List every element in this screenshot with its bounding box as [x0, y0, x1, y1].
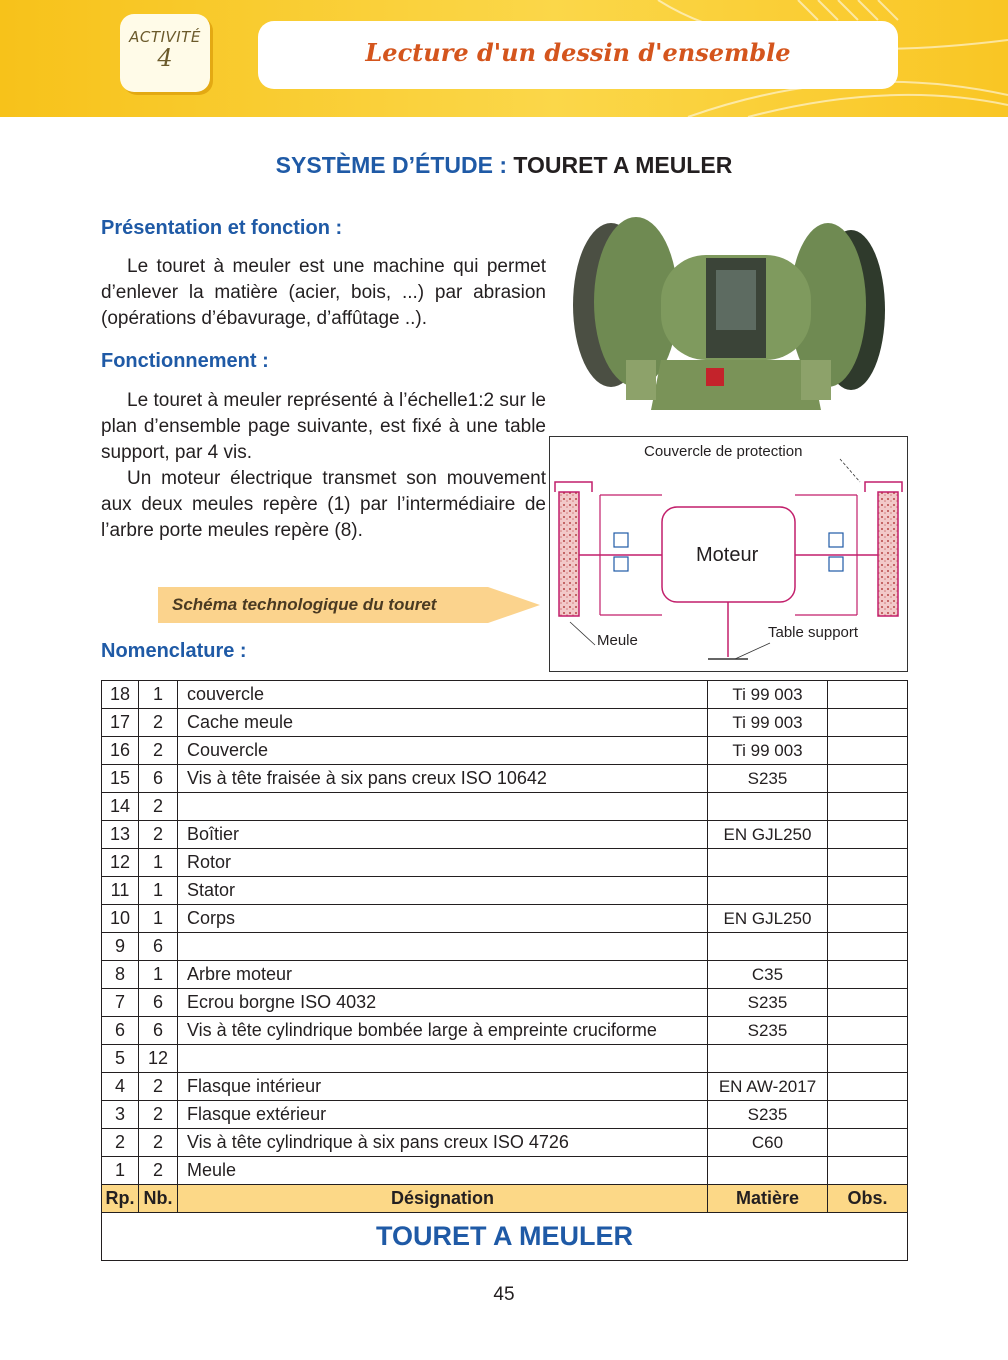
cell-rp: 5: [102, 1045, 139, 1073]
cell-matiere: Ti 99 003: [708, 709, 828, 737]
cell-matiere: EN GJL250: [708, 905, 828, 933]
cell-nb: 2: [139, 1073, 178, 1101]
table-row: [102, 849, 908, 877]
cell-designation: Vis à tête cylindrique bombée large à empreinte cruciforme: [178, 1017, 708, 1045]
cell-matiere: [708, 877, 828, 905]
cell-matiere: S235: [708, 1017, 828, 1045]
cell-rp: 15: [102, 765, 139, 793]
cell-obs: [828, 905, 908, 933]
cell-designation: [178, 1045, 708, 1073]
table-row: [102, 905, 908, 933]
cell-designation: Vis à tête fraisée à six pans creux ISO 10642: [178, 765, 708, 793]
table-row: [102, 989, 908, 1017]
cell-obs: [828, 849, 908, 877]
cell-matiere: EN GJL250: [708, 821, 828, 849]
cell-nb: 6: [139, 989, 178, 1017]
cell-nb: 1: [139, 905, 178, 933]
cell-rp: 8: [102, 961, 139, 989]
table-row: [102, 1045, 908, 1073]
cell-designation: Vis à tête cylindrique à six pans creux ISO 4726: [178, 1129, 708, 1157]
nomenclature-table: [101, 680, 908, 1261]
table-row: [102, 1157, 908, 1185]
column-header-matiere: Matière: [708, 1185, 828, 1213]
cell-designation: [178, 793, 708, 821]
cell-rp: 18: [102, 681, 139, 709]
cell-obs: [828, 681, 908, 709]
cell-obs: [828, 933, 908, 961]
cell-matiere: [708, 1045, 828, 1073]
system-name: TOURET A MEULER: [513, 152, 733, 178]
cell-nb: 1: [139, 877, 178, 905]
cell-nb: 1: [139, 849, 178, 877]
column-header-nb: Nb.: [139, 1185, 178, 1213]
cell-obs: [828, 1101, 908, 1129]
table-row: [102, 793, 908, 821]
cell-obs: [828, 1045, 908, 1073]
cell-matiere: C60: [708, 1129, 828, 1157]
cell-obs: [828, 793, 908, 821]
cell-designation: couvercle: [178, 681, 708, 709]
table-row: [102, 737, 908, 765]
schema-label-meule: Meule: [597, 632, 638, 649]
cell-nb: 6: [139, 933, 178, 961]
table-row: [102, 1017, 908, 1045]
cell-rp: 7: [102, 989, 139, 1017]
cell-designation: Flasque intérieur: [178, 1073, 708, 1101]
cell-matiere: [708, 933, 828, 961]
cell-rp: 9: [102, 933, 139, 961]
fonctionnement-paragraph-2: Un moteur électrique transmet son mouvement aux deux meules repère (1) par l’intermédiaire de l’arbre porte meules repère (8).: [101, 468, 546, 541]
fonctionnement-text-block: [101, 388, 546, 544]
schema-label-moteur: Moteur: [696, 544, 759, 566]
table-row: [102, 933, 908, 961]
cell-obs: [828, 709, 908, 737]
table-row: [102, 681, 908, 709]
cell-matiere: EN AW-2017: [708, 1073, 828, 1101]
cell-matiere: S235: [708, 989, 828, 1017]
cell-rp: 4: [102, 1073, 139, 1101]
cell-designation: Arbre moteur: [178, 961, 708, 989]
cell-nb: 6: [139, 1017, 178, 1045]
cell-obs: [828, 737, 908, 765]
cell-designation: Stator: [178, 877, 708, 905]
schema-label-table: Table support: [768, 624, 859, 641]
table-footer-row: [102, 1213, 908, 1261]
fonctionnement-paragraph-1: Le touret à meuler représenté à l’échelle1:2 sur le plan d’ensemble page suivante, est fixé à une table support, par 4 vis.: [101, 390, 546, 463]
cell-designation: Corps: [178, 905, 708, 933]
page-number: 45: [493, 1284, 515, 1305]
column-header-obs: Obs.: [828, 1185, 908, 1213]
cell-obs: [828, 1129, 908, 1157]
cell-nb: 2: [139, 1157, 178, 1185]
cell-nb: 6: [139, 765, 178, 793]
cell-rp: 14: [102, 793, 139, 821]
table-row: [102, 1101, 908, 1129]
page-title: Lecture d'un dessin d'ensemble: [365, 38, 791, 67]
cell-obs: [828, 1073, 908, 1101]
cell-obs: [828, 821, 908, 849]
cell-rp: 1: [102, 1157, 139, 1185]
presentation-text-block: [101, 254, 546, 332]
cell-matiere: C35: [708, 961, 828, 989]
table-row: [102, 821, 908, 849]
cell-obs: [828, 765, 908, 793]
cell-nb: 2: [139, 793, 178, 821]
cell-designation: Cache meule: [178, 709, 708, 737]
system-label: SYSTÈME D’ÉTUDE :: [275, 152, 507, 178]
cell-nb: 1: [139, 961, 178, 989]
cell-designation: Rotor: [178, 849, 708, 877]
cell-nb: 2: [139, 821, 178, 849]
cell-rp: 17: [102, 709, 139, 737]
cell-rp: 11: [102, 877, 139, 905]
cell-nb: 12: [139, 1045, 178, 1073]
table-row: [102, 1073, 908, 1101]
cell-obs: [828, 989, 908, 1017]
cell-nb: 2: [139, 737, 178, 765]
cell-rp: 6: [102, 1017, 139, 1045]
schema-label-couvercle: Couvercle de protection: [644, 443, 803, 460]
nomenclature-heading: Nomenclature :: [101, 640, 247, 662]
technological-schema: [549, 436, 908, 672]
cell-obs: [828, 1157, 908, 1185]
header-banner: [0, 0, 1008, 117]
cell-matiere: S235: [708, 1101, 828, 1129]
activity-badge: [120, 14, 210, 92]
cell-matiere: S235: [708, 765, 828, 793]
schema-caption-text: Schéma technologique du touret: [172, 595, 437, 614]
cell-designation: Meule: [178, 1157, 708, 1185]
cell-rp: 16: [102, 737, 139, 765]
cell-designation: [178, 933, 708, 961]
page-title-container: [258, 21, 898, 89]
cell-obs: [828, 961, 908, 989]
table-row: [102, 1129, 908, 1157]
cell-nb: 2: [139, 709, 178, 737]
cell-designation: Boîtier: [178, 821, 708, 849]
activity-label: ACTIVITÉ: [129, 28, 201, 46]
cell-rp: 2: [102, 1129, 139, 1157]
system-title: [0, 152, 1008, 179]
cell-matiere: [708, 1157, 828, 1185]
cell-nb: 1: [139, 681, 178, 709]
bench-grinder-photo: [566, 210, 891, 425]
activity-number: 4: [157, 44, 173, 72]
cell-obs: [828, 1017, 908, 1045]
table-row: [102, 961, 908, 989]
cell-designation: Flasque extérieur: [178, 1101, 708, 1129]
table-footer-title: TOURET A MEULER: [102, 1213, 908, 1261]
cell-rp: 12: [102, 849, 139, 877]
schema-caption: [158, 585, 542, 625]
column-header-rp: Rp.: [102, 1185, 139, 1213]
cell-obs: [828, 877, 908, 905]
cell-nb: 2: [139, 1129, 178, 1157]
cell-rp: 3: [102, 1101, 139, 1129]
cell-rp: 13: [102, 821, 139, 849]
cell-designation: Ecrou borgne ISO 4032: [178, 989, 708, 1017]
cell-matiere: Ti 99 003: [708, 737, 828, 765]
cell-matiere: [708, 793, 828, 821]
fonctionnement-heading: Fonctionnement :: [101, 350, 269, 372]
cell-rp: 10: [102, 905, 139, 933]
table-row: [102, 877, 908, 905]
presentation-heading: Présentation et fonction :: [101, 217, 343, 239]
cell-matiere: [708, 849, 828, 877]
cell-designation: Couvercle: [178, 737, 708, 765]
presentation-text: Le touret à meuler est une machine qui permet d’enlever la matière (acier, bois, ...) par abrasion (opérations d’ébavurage, d’affûtage ..).: [101, 256, 546, 329]
cell-nb: 2: [139, 1101, 178, 1129]
cell-matiere: Ti 99 003: [708, 681, 828, 709]
table-row: [102, 765, 908, 793]
table-header-row: [102, 1185, 908, 1213]
table-row: [102, 709, 908, 737]
column-header-designation: Désignation: [178, 1185, 708, 1213]
